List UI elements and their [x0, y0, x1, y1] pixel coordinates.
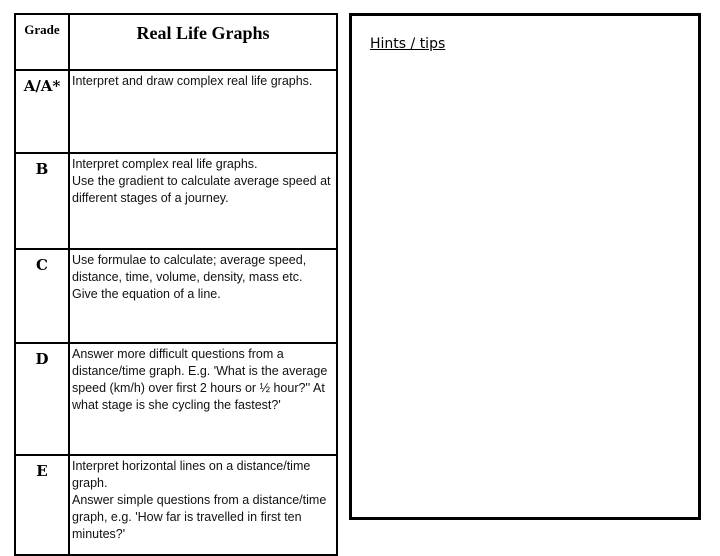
table-row	[15, 153, 337, 249]
grade-description: Answer more difficult questions from a distance/time graph. E.g. 'What is the average speed (km/h) over first 2 hours or ½ hour?'' At what stage is she cycling the fastest?'	[69, 343, 337, 455]
grade-label: B	[15, 153, 69, 249]
grade-description: Interpret horizontal lines on a distance/time graph. Answer simple questions from a distance/time graph, e.g. 'How far is travelled in first ten minutes?'	[69, 455, 337, 555]
grade-label: E	[15, 455, 69, 555]
grade-header: Grade	[15, 14, 69, 70]
hints-box	[349, 13, 701, 520]
table-row	[15, 455, 337, 555]
table-row	[15, 70, 337, 153]
grade-description: Use formulae to calculate; average speed, distance, time, volume, density, mass etc. Give the equation of a line.	[69, 249, 337, 343]
table-row	[15, 249, 337, 343]
grade-label: A/A*	[15, 70, 69, 153]
table-row	[15, 343, 337, 455]
grade-criteria-table	[14, 13, 338, 556]
grade-label: C	[15, 249, 69, 343]
table-header-row	[15, 14, 337, 70]
page-title: Real Life Graphs	[69, 14, 337, 70]
grade-label: D	[15, 343, 69, 455]
hints-title: Hints / tips	[370, 36, 446, 52]
grade-description: Interpret complex real life graphs. Use the gradient to calculate average speed at different stages of a journey.	[69, 153, 337, 249]
grade-description: Interpret and draw complex real life graphs.	[69, 70, 337, 153]
